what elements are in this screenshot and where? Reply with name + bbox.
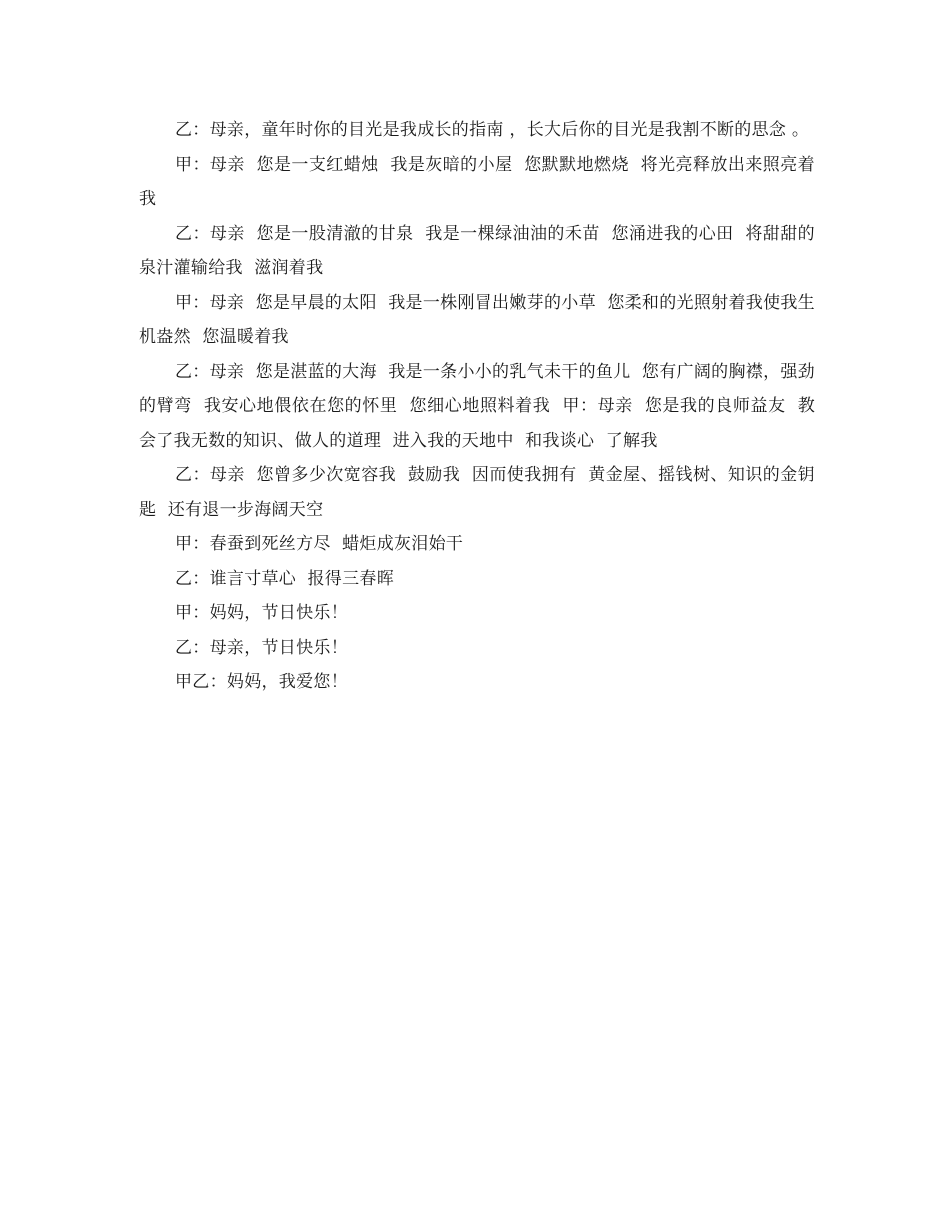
paragraph: 乙：谁言寸草心 报得三春晖: [175, 568, 395, 589]
paragraph: 甲：母亲 您是一支红蜡烛 我是灰暗的小屋 您默默地燃烧 将光亮释放出来照亮着我: [139, 154, 815, 209]
paragraph: 甲：妈妈，节日快乐！: [175, 603, 348, 623]
paragraph: 甲：母亲 您是早晨的太阳 我是一株刚冒出嫩芽的小草 您柔和的光照射着我使我生机盎然 您温暖着我: [139, 292, 815, 347]
paragraph: 乙：母亲 您是湛蓝的大海 我是一条小小的乳气未干的鱼儿 您有广阔的胸襟，强劲的臂弯 我安心地偎依在您的怀里 您细心地照料着我 甲：母亲 您是我的良师益友 教会了我无数的知识、做人的道理 进入我的天地中 和我谈心 了解我: [139, 361, 815, 451]
paragraph: 乙：母亲 您是一股清澈的甘泉 我是一棵绿油油的禾苗 您涌进我的心田 将甜甜的泉汁灌输给我 滋润着我: [139, 223, 815, 278]
paragraph: 乙：母亲，童年时你的目光是我成长的指南 ，长大后你的目光是我割不断的思念 。: [175, 120, 810, 140]
document-body: [139, 113, 815, 700]
paragraph: 甲：春蚕到死丝方尽 蜡炬成灰泪始干: [175, 534, 464, 554]
paragraph: 乙：母亲，节日快乐！: [175, 637, 348, 658]
paragraph: 甲乙：妈妈，我爱您！: [175, 672, 348, 692]
paragraph: 乙：母亲 您曾多少次宽容我 鼓励我 因而使我拥有 黄金屋、摇钱树、知识的金钥匙 还有退一步海阔天空: [139, 465, 815, 520]
